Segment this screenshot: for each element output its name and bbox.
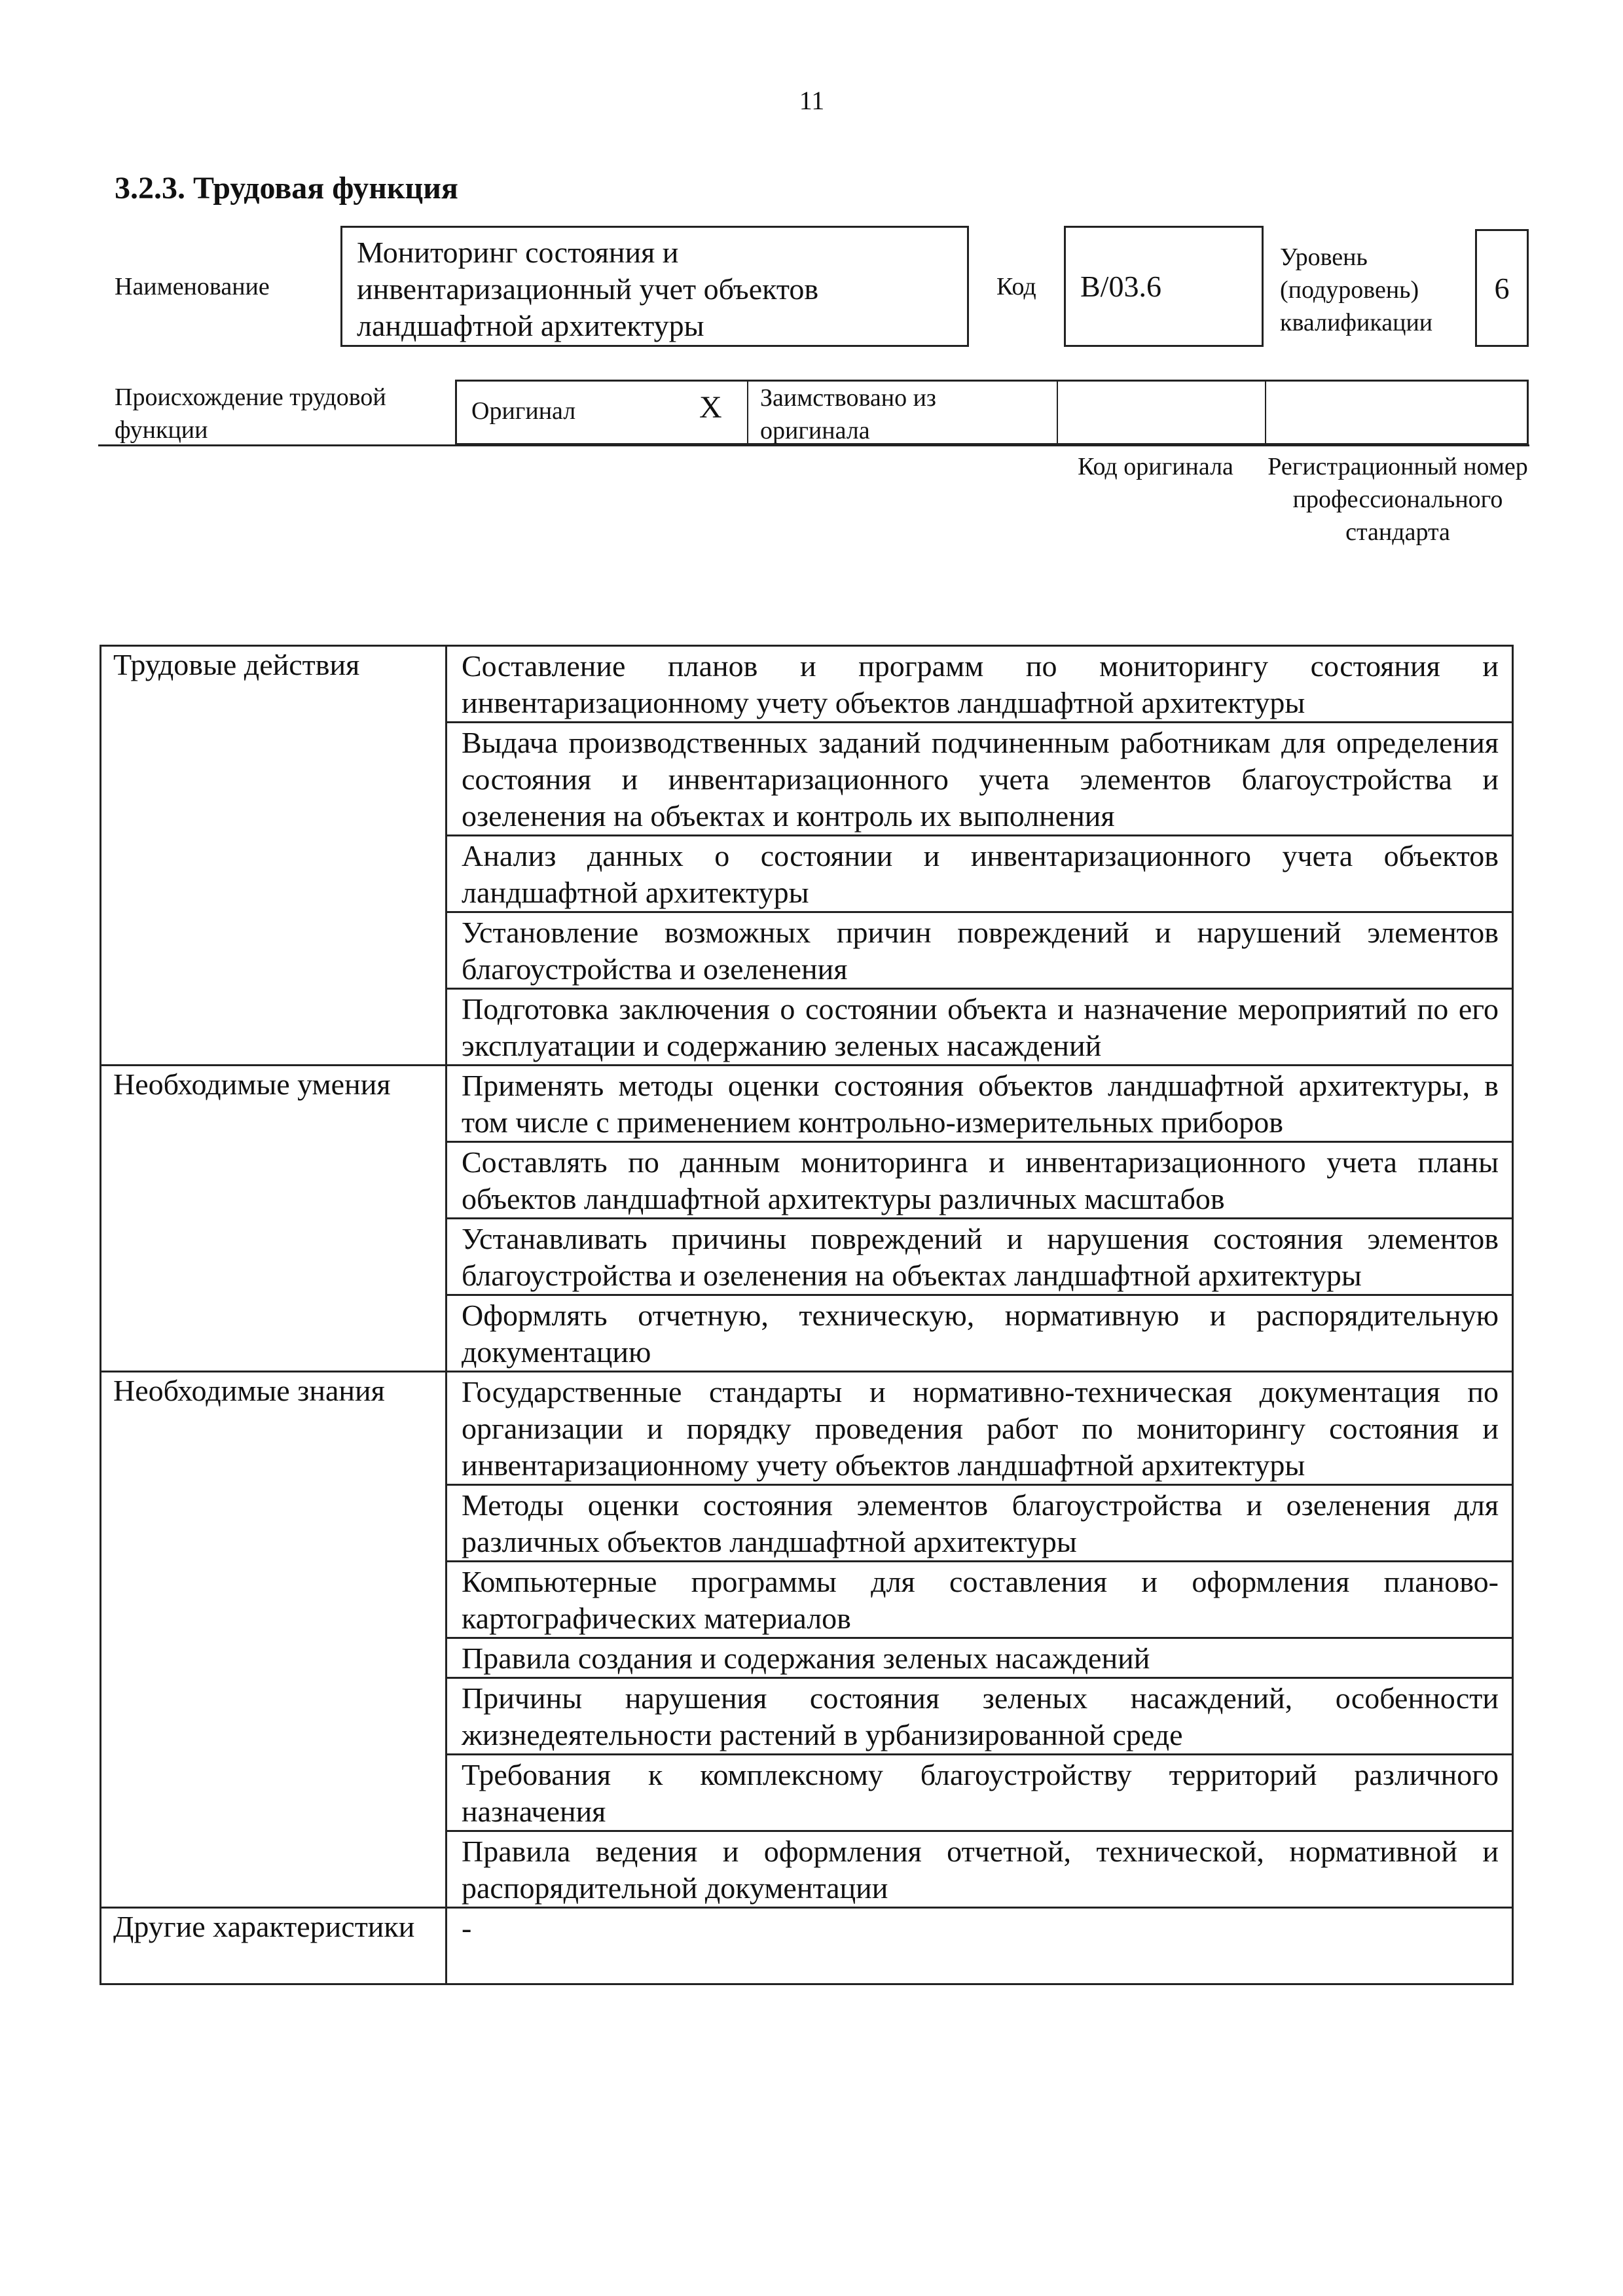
origin-borrowed-cell <box>748 382 1058 443</box>
original-mark: X <box>699 390 722 425</box>
table-cell: Требования к комплексному благоустройству территорий различного назначения <box>447 1755 1513 1831</box>
origin-underline <box>98 444 1529 446</box>
table-cell: Выдача производственных заданий подчиненным работникам для определения состояния и инвентаризационного учета элементов благоустройства и озеленения на объектах и контроль их выполнения <box>447 723 1513 836</box>
group-title-other: Другие характеристики <box>101 1908 447 1984</box>
table-cell: Подготовка заключения о состоянии объекта и назначение мероприятий по его эксплуатации и содержанию зеленых насаждений <box>447 989 1513 1066</box>
table-cell: Правила ведения и оформления отчетной, технической, нормативной и распорядительной документации <box>447 1831 1513 1908</box>
origin-row <box>455 380 1529 445</box>
table-row <box>101 1908 1513 1984</box>
group-title-skills: Необходимые умения <box>101 1066 447 1372</box>
level-label: Уровень (подуровень) квалификации <box>1280 243 1433 336</box>
origin-original-cell <box>457 382 748 443</box>
table-cell: Составление планов и программ по мониторингу состояния и инвентаризационному учету объектов ландшафтной архитектуры <box>447 646 1513 723</box>
group-title-knowledge: Необходимые знания <box>101 1372 447 1908</box>
table-cell: Государственные стандарты и нормативно-техническая документация по организации и порядку проведения работ по мониторингу состояния и инвентаризационному учету объектов ландшафтной архитектуры <box>447 1372 1513 1485</box>
level-value: 6 <box>1494 271 1510 305</box>
original-label: Оригинал <box>471 397 576 425</box>
code-value-box <box>1064 226 1264 347</box>
table-row <box>101 646 1513 723</box>
table-cell: Методы оценки состояния элементов благоустройства и озеленения для различных объектов ландшафтной архитектуры <box>447 1485 1513 1562</box>
code-label: Код <box>996 273 1036 300</box>
reg-number-cell <box>1266 382 1527 443</box>
section-title: 3.2.3. Трудовая функция <box>115 171 458 206</box>
table-cell: Анализ данных о состоянии и инвентаризационного учета объектов ландшафтной архитектуры <box>447 836 1513 912</box>
caption-original-code: Код оригинала <box>1078 453 1233 480</box>
table-cell: Компьютерные программы для составления и оформления планово-картографических материалов <box>447 1562 1513 1638</box>
table-cell: Устанавливать причины повреждений и нарушения состояния элементов благоустройства и озеленения на объектах ландшафтной архитектуры <box>447 1219 1513 1295</box>
name-label: Наименование <box>115 273 270 300</box>
labor-function-table <box>100 645 1514 1985</box>
group-title-actions: Трудовые действия <box>101 646 447 1066</box>
origin-label: Происхождение трудовой функции <box>115 384 386 444</box>
original-code-cell <box>1058 382 1266 443</box>
table-cell: Составлять по данным мониторинга и инвентаризационного учета планы объектов ландшафтной архитектуры различных масштабов <box>447 1142 1513 1219</box>
table-cell: - <box>447 1908 1513 1984</box>
name-value: Мониторинг состояния и инвентаризационный учет объектов ландшафтной архитектуры <box>357 236 819 342</box>
table-cell: Установление возможных причин повреждений и нарушений элементов благоустройства и озеленения <box>447 912 1513 989</box>
table-cell: Причины нарушения состояния зеленых насаждений, особенности жизнедеятельности растений в урбанизированной среде <box>447 1678 1513 1755</box>
borrowed-label: Заимствовано из оригинала <box>760 384 936 444</box>
table-row <box>101 1066 1513 1142</box>
caption-reg-number: Регистрационный номер профессионального стандарта <box>1267 453 1528 546</box>
level-value-box <box>1475 229 1529 347</box>
page-number: 11 <box>799 86 825 115</box>
table-row <box>101 1372 1513 1485</box>
code-value: В/03.6 <box>1080 270 1161 303</box>
table-cell: Правила создания и содержания зеленых насаждений <box>447 1638 1513 1678</box>
name-value-box <box>340 226 969 347</box>
table-cell: Применять методы оценки состояния объектов ландшафтной архитектуры, в том числе с применением контрольно-измерительных приборов <box>447 1066 1513 1142</box>
table-cell: Оформлять отчетную, техническую, нормативную и распорядительную документацию <box>447 1295 1513 1372</box>
